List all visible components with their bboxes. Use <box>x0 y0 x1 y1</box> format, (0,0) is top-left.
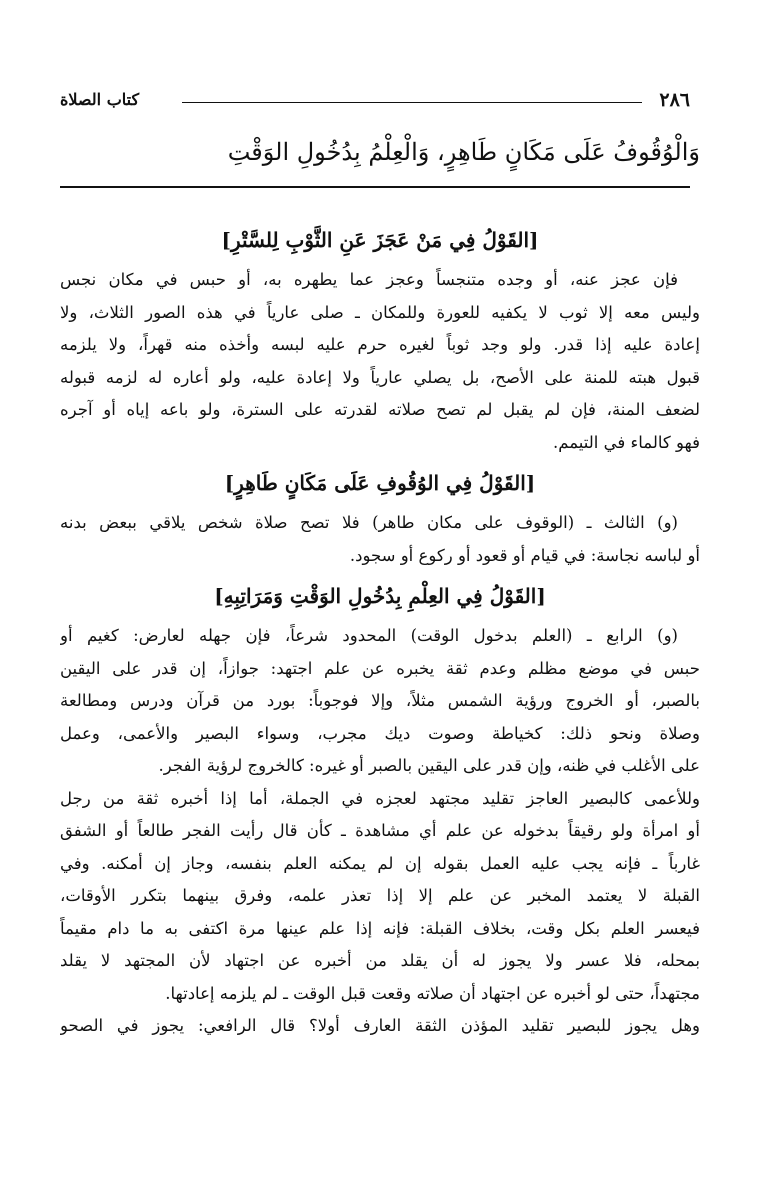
text-line: وليس معه إلا ثوب لا يكفيه للعورة وللمكان ـ صلى عارياً في هذه الصور الثلاث، ولا <box>60 302 700 322</box>
text-line: (و) الرابع ـ (العلم بدخول الوقت) المحدود شرعاً، فإن جهله لعارض: كغيم أو <box>60 626 678 645</box>
text-line: إعادة عليه إذا قدر. ولو وجد ثوباً لغيره حرم عليه لبسه وأخذه منه قهراً، ولا يلزمه <box>60 335 700 354</box>
text-line: فيعسر العلم بكل وقت، بخلاف القبلة: فإنه إذا علم عينها مرة اكتفى به ما دام مقيماً <box>60 918 700 938</box>
text-line: (و) الثالث ـ (الوقوف على مكان طاهر) فلا تصح صلاة شخص يلاقي ببعض بدنه <box>60 513 678 532</box>
text-line: غارباً ـ فإنه يجب عليه العمل بقوله إن لم يمكنه العلم بنفسه، وجاز إن أمكنه. وفي <box>60 853 700 873</box>
text-line: فإن عجز عنه، أو وجده متنجساً وعجز عما يطهره به، أو حبس في مكان نجس <box>60 270 678 289</box>
text-line: لضعف المنة، فإن لم يقبل لم تصح صلاته لقدرته على السترة، ولو باعه إياه أو آجره <box>60 400 700 419</box>
paragraph <box>60 264 700 459</box>
text-line: بمحله، فلا عسر ولا يجوز له أن يقلد من أخبره عن اجتهاد لأن المجتهد لا يقلد <box>60 951 700 970</box>
text-line: أو لباسه نجاسة: في قيام أو قعود أو ركوع أو سجود. <box>349 545 700 565</box>
text-line: وصلاة ونحو ذلك: كخياطة وصوت ديك مجرب، وسواء البصير والأعمى، وعمل <box>60 723 700 743</box>
text-line: فهو كالماء في التيمم. <box>553 432 700 452</box>
section-heading: [القَوْلُ فِي العِلْمِ بِدُخُولِ الوَقْتِ وَمَرَاتِبِهِ] <box>214 584 546 608</box>
page-number: ٢٨٦ <box>659 89 690 111</box>
text-line: قبول هبته للمنة على الأصح، بل يصلي عارياً ولا إعادة عليه، ولو أعاره له لزمه قبوله <box>60 367 700 387</box>
running-header <box>60 86 690 116</box>
paragraph <box>60 507 700 572</box>
text-line: القبلة لا يعتمد المخبر عن علم إلا إذا تعذر علمه، وفرق بينهما بتكرر الأوقات، <box>60 886 700 905</box>
text-line: مجتهداً، حتى لو أخبره عن اجتهاد أن صلاته وقعت قبل الوقت ـ لم يلزمه إعادتها. <box>165 983 700 1003</box>
matn-text: وَالْوُقُوفُ عَلَى مَكَانٍ طَاهِرٍ، وَالْعِلْمُ بِدُخُولِ الوَقْتِ <box>227 138 700 166</box>
paragraph <box>60 620 700 1043</box>
section-heading: [القَوْلُ فِي الوُقُوفِ عَلَى مَكَانٍ طَاهِرٍ] <box>224 471 536 495</box>
book-title: كتاب الصلاة <box>60 90 140 109</box>
text-line: على الأغلب في ظنه، وإن قدر على اليقين بالصبر أو غيره: كالخروج لرؤية الفجر. <box>158 756 700 775</box>
text-line: حبس في موضع مظلم وعدم ثقة يخبره عن علم اجتهد: جوازاً، إن قدر على اليقين <box>60 658 700 678</box>
text-line: أو امرأة ولو رقيقاً بدخوله عن علم أي مشاهدة ـ كأن قال رأيت الفجر طالعاً أو الشفق <box>60 821 700 840</box>
section-heading: [القَوْلُ فِي مَنْ عَجَزَ عَنِ الثَّوْبِ لِلسَّتْرِ] <box>221 228 539 252</box>
header-rule <box>182 102 642 103</box>
text-line: وللأعمى كالبصير العاجز تقليد مجتهد لعجزه في الجملة، أما إذا أخبره ثقة من رجل <box>60 788 700 808</box>
text-line: وهل يجوز للبصير تقليد المؤذن الثقة العارف أولا؟ قال الرافعي: يجوز في الصحو <box>60 1016 700 1035</box>
matn-divider <box>60 186 690 188</box>
commentary-body <box>60 216 700 1043</box>
text-line: بالصبر، أو الخروج ورؤية الشمس مثلاً، وإلا فوجوباً: بورد من قرآن ودرس ومطالعة <box>60 691 700 710</box>
